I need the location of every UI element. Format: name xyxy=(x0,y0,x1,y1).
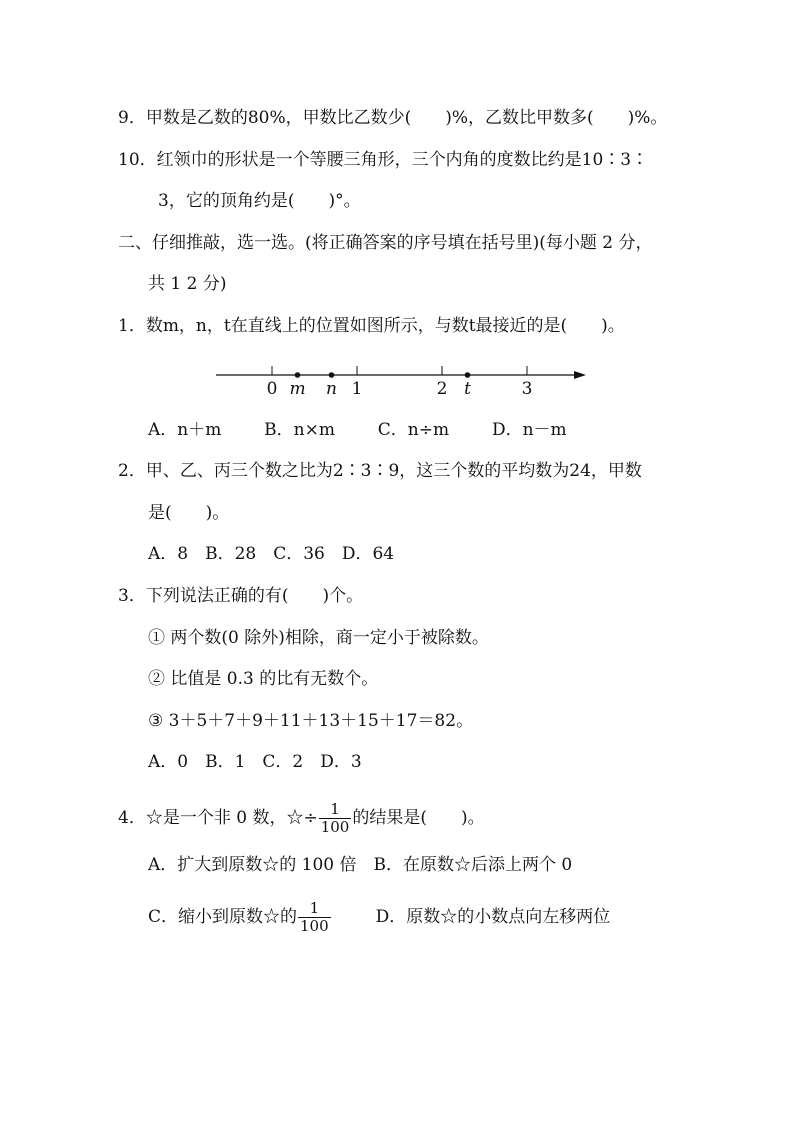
mc4-option-c-numerator: 1 xyxy=(298,900,331,918)
mc1-option-a: A．n＋m xyxy=(148,420,222,440)
label-0: 0 xyxy=(266,379,278,399)
mc1-option-c: C．n÷m xyxy=(377,420,450,440)
point-t xyxy=(465,372,471,378)
label-1: 1 xyxy=(351,379,363,399)
label-t: t xyxy=(464,379,471,399)
label-2: 2 xyxy=(436,379,448,399)
point-n xyxy=(329,372,335,378)
mc4-stem xyxy=(118,798,485,838)
mc4-option-c-denominator: 100 xyxy=(300,917,329,935)
section-2-heading-line1: 二、仔细推敲，选一选。(将正确答案的序号填在括号里)(每小题 2 分， xyxy=(118,233,653,253)
question-10-line1: 10．红领巾的形状是一个等腰三角形，三个内角的度数比约是10∶3∶ xyxy=(118,150,649,170)
section-2-heading-line2: 共 1 2 分) xyxy=(148,274,227,294)
mc3-options: A．0 B．1 C．2 D．3 xyxy=(148,752,362,772)
mc4-options-ab: A．扩大到原数☆的 100 倍 B．在原数☆后添上两个 0 xyxy=(148,855,573,875)
mc4-option-c-fraction xyxy=(298,900,331,935)
mc1-stem: 1．数m，n，t在直线上的位置如图所示，与数t最接近的是( )。 xyxy=(118,316,625,336)
mc3-statement-3: ③ 3＋5＋7＋9＋11＋13＋15＋17＝82。 xyxy=(148,711,474,731)
mc4-options-cd xyxy=(148,897,610,937)
mc3-stem: 3．下列说法正确的有( )个。 xyxy=(118,586,364,606)
mc4-fraction xyxy=(319,801,352,836)
mc4-stem-prefix: 4．☆是一个非 0 数，☆÷ xyxy=(118,808,318,828)
mc4-fraction-denominator: 100 xyxy=(320,818,350,836)
mc4-option-d: D．原数☆的小数点向左移两位 xyxy=(375,907,611,927)
mc2-options: A．8 B．28 C．36 D．64 xyxy=(148,544,395,564)
mc1-options xyxy=(148,418,567,442)
mc4-option-c: C．缩小到原数☆的 xyxy=(148,907,298,927)
label-n: n xyxy=(326,379,337,399)
question-9: 9．甲数是乙数的80%，甲数比乙数少( )%，乙数比甲数多( )%。 xyxy=(118,108,668,128)
mc2-stem-line2: 是( )。 xyxy=(148,503,230,523)
label-3: 3 xyxy=(521,379,533,399)
mc4-fraction-numerator: 1 xyxy=(319,801,352,819)
number-line-figure xyxy=(210,358,600,400)
mc3-statement-2: ② 比值是 0.3 的比有无数个。 xyxy=(148,669,379,689)
mc2-stem-line1: 2．甲、乙、丙三个数之比为2∶3∶9，这三个数的平均数为24，甲数 xyxy=(118,461,642,481)
label-m: m xyxy=(289,379,306,399)
mc3-statement-1: ① 两个数(0 除外)相除，商一定小于被除数。 xyxy=(148,628,489,648)
number-line-arrow xyxy=(574,371,586,379)
question-10-line2: 3，它的顶角约是( )°。 xyxy=(158,191,361,211)
point-m xyxy=(295,372,301,378)
mc1-option-b: B．n×m xyxy=(264,420,335,440)
mc1-option-d: D．n－m xyxy=(491,420,567,440)
mc4-stem-suffix: 的结果是( )。 xyxy=(352,808,485,828)
